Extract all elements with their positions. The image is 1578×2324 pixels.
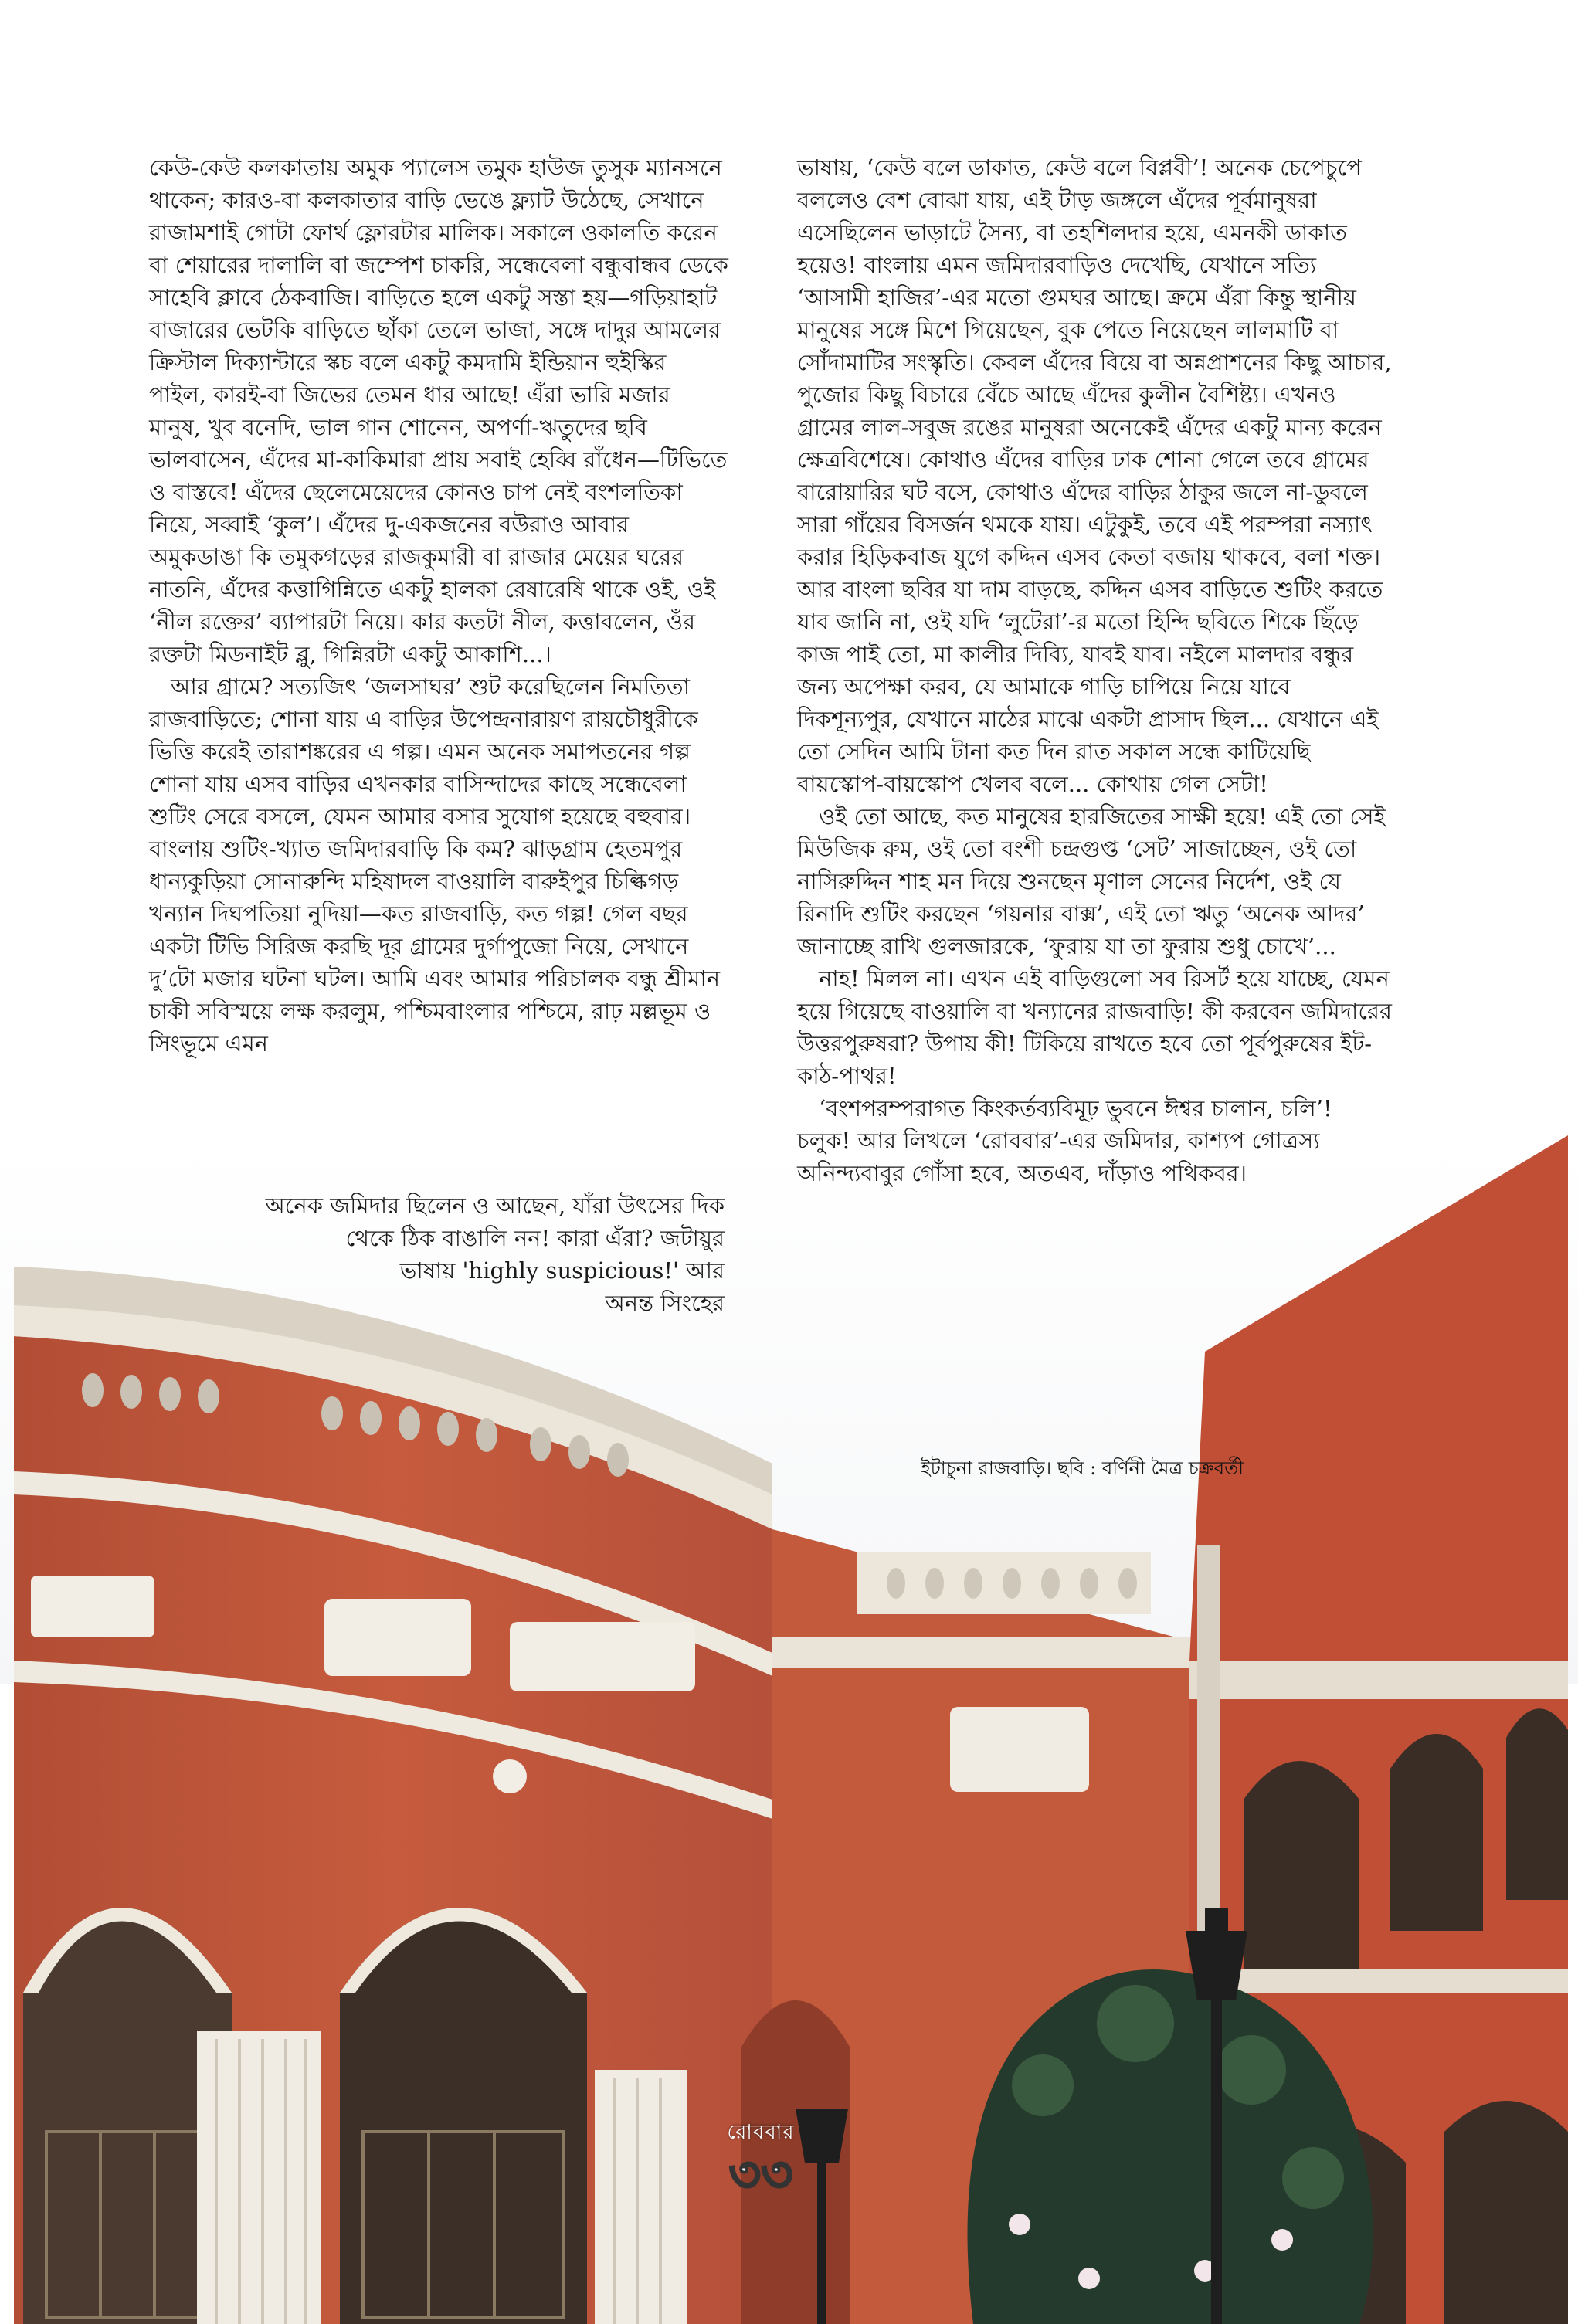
left-paragraph-1: কেউ-কেউ কলকাতায় অমুক প্যালেস তমুক হাউজ তুসুক ম্যানসনে থাকেন; কারও-বা কলকাতার বাড়ি ভেঙে ফ্ল্যাট উঠেছে, সেখানে রাজামশাই গোটা ফোর্থ ফ্লোরটার মালিক। সকালে ওকালতি করেন বা শেয়ারের দালালি বা জম্পেশ চাকরি, সন্ধেবেলা বন্ধুবান্ধব ডেকে সাহেবি ক্লাবে ঠেকবাজি। বাড়িতে হলে একটু সস্তা হয়—গড়িয়াহাট বাজারের ভেটকি বাড়িতে ছাঁকা তেলে ভাজা, সঙ্গে দাদুর আমলের ক্রিস্টাল দিক্যান্টারে স্কচ বলে একটু কমদামি ইন্ডিয়ান হুইস্কির পাইল, কারই-বা জিভের তেমন ধার আছে! এঁরা ভারি মজার মানুষ, খুব বনেদি, ভাল গান শোনেন, অপর্ণা-ঋতুদের ছবি ভালবাসেন, এঁদের মা-কাকিমারা প্রায় সবাই হেব্বি রাঁধেন—টিভিতে ও বাস্তবে! এঁদের ছেলেমেয়েদের কোনও চাপ নেই বংশলতিকা নিয়ে, সব্বাই ‘কুল’। এঁদের দু-একজনের বউরাও আবার অমুকডাঙা কি তমুকগড়ের রাজকুমারী বা রাজার মেয়ের ঘরের নাতনি, এঁদের কত্তাগিন্নিতে একটু হালকা রেষারেষি থাকে ওই, ওই ‘নীল রক্তের’ ব্যাপারটা নিয়ে। কার কতটা নীল, কত্তাবলেন, ওঁর রক্তটা মিডনাইট ব্লু, গিন্নিরটা একটু আকাশি...। <box>149 154 728 667</box>
right-paragraph-3: নাহ! মিলল না। এখন এই বাড়িগুলো সব রিসর্ট হয়ে যাচ্ছে, যেমন হয়ে গিয়েছে বাওয়ালি বা খন্যানের রাজবাড়ি! কী করবেন জমিদারের উত্তরপুরুষরা? উপায় কী! টিকিয়ে রাখতে হবে তো পূর্বপুরুষের ইট-কাঠ-পাথর! <box>797 965 1392 1089</box>
left-tail-line: অনন্ত সিংহের <box>605 1290 725 1316</box>
right-paragraph-4: ‘বংশপরম্পরাগত কিংকর্তব্যবিমূঢ় ভুবনে ঈশ্বর চালান, চলি’! চলুক! আর লিখলে ‘রোববার’-এর জমিদার, কাশ্যপ গোত্রস্য অনিন্দ্যবাবুর গোঁসা হবে, অতএব, দাঁড়াও পথিকবর। <box>797 1095 1332 1186</box>
right-paragraph-1: ভাষায়, ‘কেউ বলে ডাকাত, কেউ বলে বিপ্লবী’! অনেক চেপেচুপে বললেও বেশ বোঝা যায়, এই টাড় জঙ্গলে এঁদের পূর্বমানুষরা এসেছিলেন ভাড়াটে সৈন্য, বা তহশিলদার হয়ে, এমনকী ডাকাত হয়েও! বাংলায় এমন জমিদারবাড়িও দেখেছি, যেখানে সত্যি ‘আসামী হাজির’-এর মতো গুমঘর আছে। ক্রমে এঁরা কিন্তু স্থানীয় মানুষের সঙ্গে মিশে গিয়েছেন, বুক পেতে নিয়েছেন লালমাটি বা সোঁদামাটির সংস্কৃতি। কেবল এঁদের বিয়ে বা অন্নপ্রাশনের কিছু আচার, পুজোর কিছু বিচারে বেঁচে আছে এঁদের কুলীন বৈশিষ্ট্য। এখনও গ্রামের লাল-সবুজ রঙের মানুষরা অনেকেই এঁদের একটু মান্য করেন ক্ষেত্রবিশেষে। কোথাও এঁদের বাড়ির ঢাক শোনা গেলে তবে গ্রামের বারোয়ারির ঘট বসে, কোথাও এঁদের বাড়ির ঠাকুর জলে না-ডুবলে সারা গাঁয়ের বিসর্জন থমকে যায়। এটুকুই, তবে এই পরম্পরা নস্যাৎ করার হিড়িকবাজ যুগে কদ্দিন এসব কেতা বজায় থাকবে, বলা শক্ত। আর বাংলা ছবির যা দাম বাড়ছে, কদ্দিন এসব বাড়িতে শুটিং করতে যাব জানি না, ওই যদি ‘লুটেরা’-র মতো হিন্দি ছবিতে শিকে ছিঁড়ে কাজ পাই তো, মা কালীর দিব্যি, যাবই যাব। নইলে মালদার বন্ধুর জন্য অপেক্ষা করব, যে আমাকে গাড়ি চাপিয়ে নিয়ে যাবে দিকশূন্যপুর, যেখানে মাঠের মাঝে একটা প্রাসাদ ছিল... যেখানে এই তো সেদিন আমি টানা কত দিন রাত সকাল সন্ধে কাটিয়েছি বায়স্কোপ-বায়স্কোপ খেলব বলে... কোথায় গেল সেটা! <box>797 154 1392 797</box>
right-paragraph-2: ওই তো আছে, কত মানুষের হারজিতের সাক্ষী হয়ে! এই তো সেই মিউজিক রুম, ওই তো বংশী চন্দ্রগুপ্ত ‘সেট’ সাজাচ্ছেন, ওই তো নাসিরুদ্দিন শাহ মন দিয়ে শুনছেন মৃণাল সেনের নির্দেশ, ওই যে রিনাদি শুটিং করছেন ‘গয়নার বাক্স’, এই তো ঋতু ‘অনেক আদর’ জানাচ্ছে রাখি গুলজারকে, ‘ফুরায় যা তা ফুরায় শুধু চোখে’... <box>797 803 1386 959</box>
left-column <box>149 151 728 1060</box>
left-column-tail <box>137 1189 725 1319</box>
magazine-name: রোববার <box>727 2121 795 2144</box>
left-tail-line: থেকে ঠিক বাঙালি নন! কারা এঁরা? জটায়ুর <box>345 1225 725 1251</box>
page-folio <box>699 2116 823 2204</box>
left-paragraph-2: আর গ্রামে? সত্যজিৎ ‘জলসাঘর’ শুট করেছিলেন নিমতিতা রাজবাড়িতে; শোনা যায় এ বাড়ির উপেন্দ্রনারায়ণ রায়চৌধুরীকে ভিত্তি করেই তারাশঙ্করের এ গল্প। এমন অনেক সমাপতনের গল্প শোনা যায় এসব বাড়ির এখনকার বাসিন্দাদের কাছে সন্ধেবেলা শুটিং সেরে বসলে, যেমন আমার বসার সুযোগ হয়েছে বহুবার। বাংলায় শুটিং-খ্যাত জমিদারবাড়ি কি কম? ঝাড়গ্রাম হেতমপুর ধান্যকুড়িয়া সোনারুন্দি মহিষাদল বাওয়ালি বারুইপুর চিল্কিগড় খন্যান দিঘপতিয়া নুদিয়া—কত রাজবাড়ি, কত গল্প! গেল বছর একটা টিভি সিরিজ করছি দূর গ্রামের দুর্গাপুজো নিয়ে, সেখানে দু’টো মজার ঘটনা ঘটল। আমি এবং আমার পরিচালক বন্ধু শ্রীমান চাকী সবিস্ময়ে লক্ষ করলুম, পশ্চিমবাংলার পশ্চিমে, রাঢ় মল্লভূম ও সিংভূমে এমন <box>149 673 721 1057</box>
left-tail-line: ভাষায় 'highly suspicious!' আর <box>399 1257 725 1284</box>
right-column <box>797 151 1392 1189</box>
photo-caption: ইটাচুনা রাজবাড়ি। ছবি : বর্ণিনী মৈত্র চক্রবর্তী <box>921 1457 1244 1479</box>
left-tail-line: অনেক জমিদার ছিলেন ও আছেন, যাঁরা উৎসের দিক <box>265 1193 725 1219</box>
page-number: ৩৩ <box>728 2146 793 2204</box>
